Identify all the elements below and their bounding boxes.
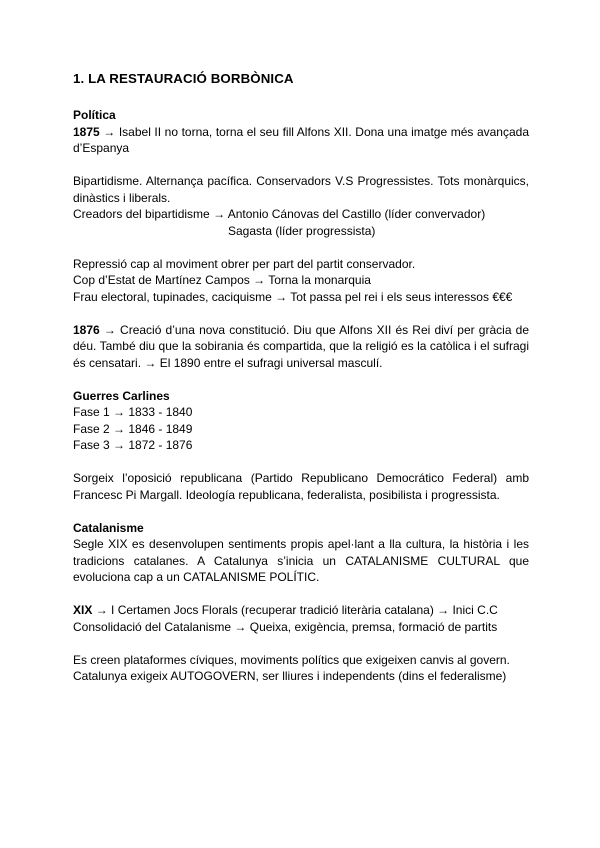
carlines-heading: Guerres Carlines	[73, 388, 170, 403]
paragraph-1876	[73, 322, 529, 372]
line-autogovern: Catalunya exigeix AUTOGOVERN, ser lliures i independents (dins el federalisme)	[73, 669, 507, 683]
text-1876: → Creació d’una nova constitució. Diu que Alfons XII és Rei diví per gràcia de déu. També diu que la sobirania és compartida, que la religió es la catòlica i el sufragi és censatari. → El 1890 entre el sufragi universal masculí.	[73, 322, 529, 370]
paragraph-segle: Segle XIX es desenvolupen sentiments propis apel·lant a lla cultura, la història i les tradicions catalanes. A Catalunya s’inicia un CATALANISME CULTURAL que evoluciona cap a un CATALANISME POLÍTIC.	[73, 537, 529, 584]
year-1876: 1876	[73, 322, 100, 337]
politica-heading: Política	[73, 108, 116, 122]
paragraph-1875	[73, 124, 529, 157]
label-xix: XIX	[73, 603, 93, 617]
line-consolidacio: Consolidació del Catalanisme → Queixa, exigència, premsa, formació de partits	[73, 619, 498, 634]
line-creadors: Creadors del bipartidisme → Antonio Cánovas del Castillo (líder convervador)	[73, 207, 486, 221]
document-body	[73, 70, 529, 685]
catalanisme-heading: Catalanisme	[73, 520, 144, 535]
year-1875: 1875	[73, 124, 100, 139]
line-plataformes: Es creen plataformes cíviques, moviments polítics que exigeixen canvis al govern.	[73, 652, 510, 667]
text-1875: → Isabel II no torna, torna el seu fill Alfons XII. Dona una imatge més avançada d’Espanya	[73, 124, 529, 155]
paragraph-bipartidisme: Bipartidisme. Alternança pacífica. Conservadors V.S Progressistes. Tots monàrquics, dinàstics i liberals.	[73, 174, 529, 205]
line-sagasta: Sagasta (líder progressista)	[228, 223, 376, 238]
line-frau: Frau electoral, tupinades, caciquisme → Tot passa pel rei i els seus interessos €€€	[73, 289, 513, 304]
line-xix	[73, 602, 529, 619]
paragraph-republicana: Sorgeix l’oposició republicana (Partido Republicano Democrático Federal) amb Francesc Pi Margall. Ideología republicana, federalista, posibilista i progressista.	[73, 471, 529, 502]
fase-line: Fase 3 → 1872 - 1876	[73, 438, 193, 452]
page-title: 1. LA RESTAURACIÓ BORBÒNICA	[73, 71, 294, 86]
fase-line: Fase 2 → 1846 - 1849	[73, 421, 193, 436]
text-xix: → I Certamen Jocs Florals (recuperar tradició literària catalana) → Inici C.C	[95, 603, 498, 617]
line-cop: Cop d’Estat de Martínez Campos → Torna la monarquia	[73, 273, 371, 287]
fase-line: Fase 1 → 1833 - 1840	[73, 405, 193, 419]
line-repressio: Repressió cap al moviment obrer per part del partit conservador.	[73, 256, 416, 271]
